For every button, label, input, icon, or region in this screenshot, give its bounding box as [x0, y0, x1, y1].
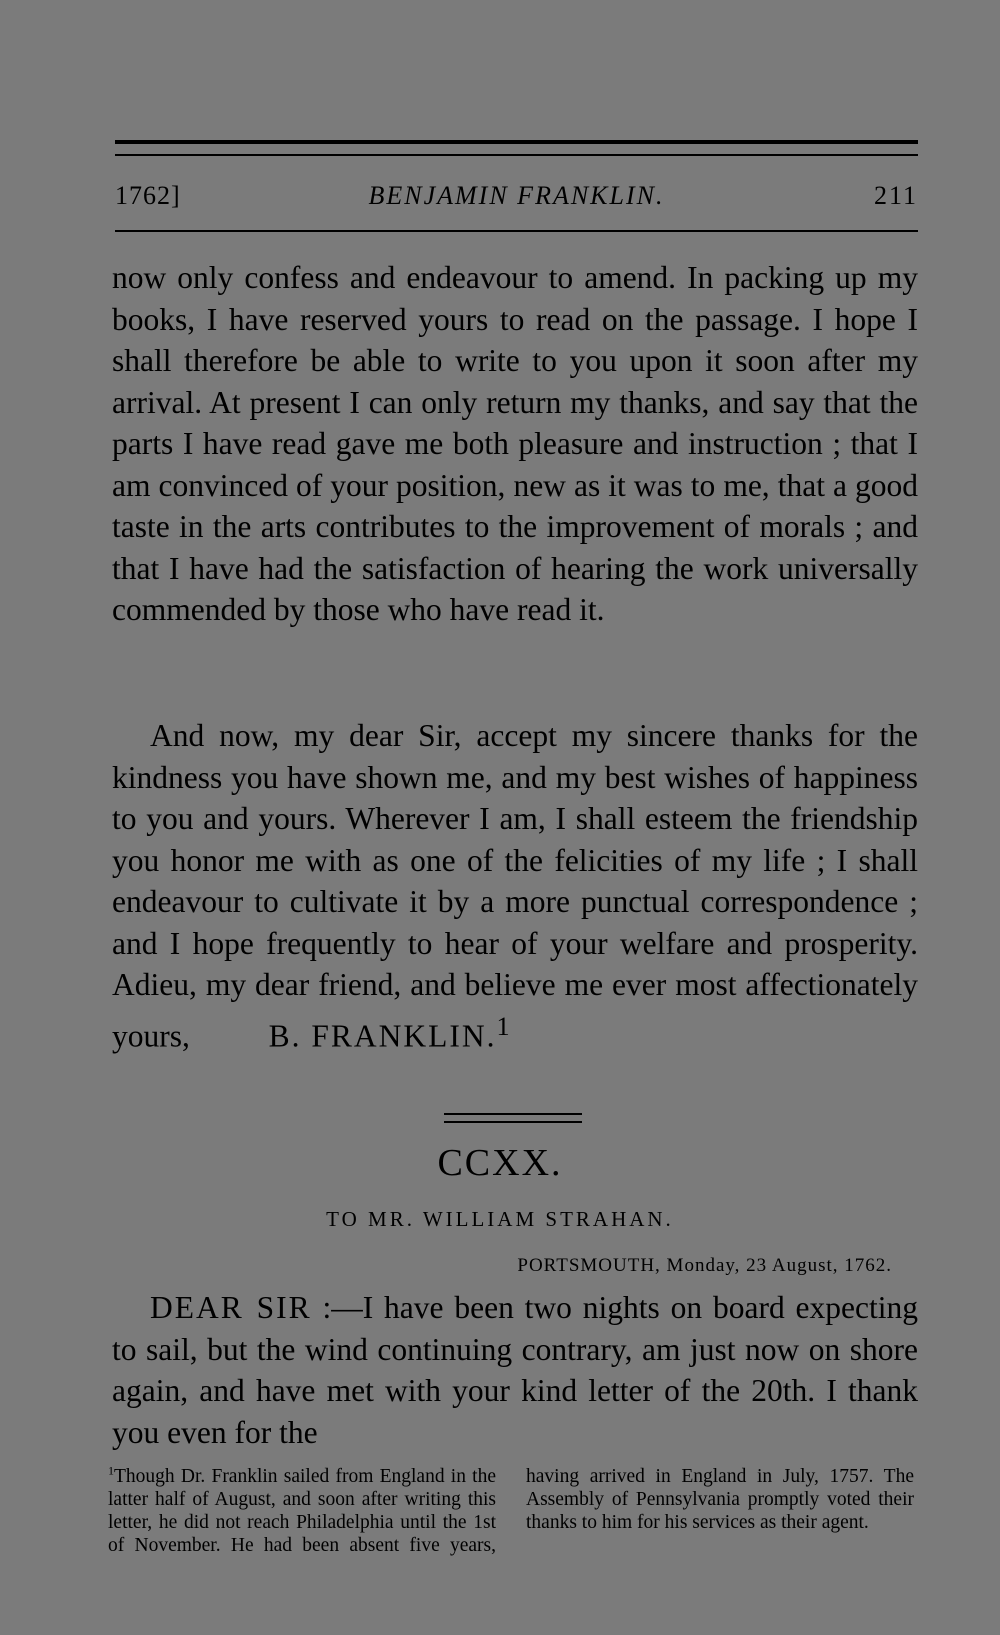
- footnote-reference: 1: [496, 1011, 510, 1041]
- letter-opening-text: :—I have been two nights on board expecting to sail, but the wind continuing contrary, am just now on shore again, and have met with your kind letter of the 20th. I thank you even for the: [112, 1290, 918, 1450]
- footnote: [108, 1465, 914, 1557]
- paragraph-closing: [112, 715, 918, 1057]
- signature: B. FRANKLIN.: [268, 1018, 497, 1053]
- letter-opening-paragraph: [112, 1287, 918, 1453]
- running-head: [115, 176, 918, 216]
- paragraph-continuation: now only confess and endeavour to amend. In packing up my books, I have reserved yours to read on the passage. I hope I shall therefore be able to write to you upon it soon after my arrival. At present I can only return my thanks, and say that the parts I have read gave me both pleasure and instruction ; that I am convinced of your position, new as it was to me, that a good taste in the arts contributes to the improvement of morals ; and that I have had the satisfaction of hearing the work universally commended by those who have read it.: [112, 260, 918, 627]
- running-head-year: 1762]: [115, 181, 181, 210]
- running-head-title: BENJAMIN FRANKLIN.: [368, 181, 665, 210]
- footnote-text: Though Dr. Franklin sailed from England in the latter half of August, and soon after writing this letter, he did not reach Philadelphia until the 1st of November. He had been absent five years, having arrived in England in July, 1757. The Assembly of Pennsylvania promptly voted their thanks to him for his services as their agent.: [108, 1466, 914, 1556]
- section-separator-lower: [444, 1121, 582, 1123]
- running-head-rule: [115, 230, 918, 232]
- top-rule-thin: [115, 154, 918, 156]
- letter-dateline: PORTSMOUTH, Monday, 23 August, 1762.: [517, 1255, 892, 1276]
- signature-spacer: [190, 1018, 269, 1053]
- footnote-marker: 1: [108, 1463, 114, 1478]
- top-rule: [115, 140, 918, 144]
- salutation: DEAR SIR: [150, 1290, 312, 1325]
- closing-text: And now, my dear Sir, accept my sincere thanks for the kindness you have shown me, and my best wishes of happiness to you and yours. Wherever I am, I shall esteem the friendship you honor me with as one of the felicities of my life ; I shall endeavour to cultivate it by a more punctual correspondence ; and I hope frequently to hear of your welfare and prosperity. Adieu, my dear friend, and believe me ever most affectionately yours,: [112, 718, 918, 1053]
- page-number: 211: [873, 181, 918, 210]
- letter-number: CCXX.: [437, 1142, 563, 1184]
- letter-recipient: TO MR. WILLIAM STRAHAN.: [326, 1207, 674, 1231]
- section-separator: [444, 1113, 582, 1115]
